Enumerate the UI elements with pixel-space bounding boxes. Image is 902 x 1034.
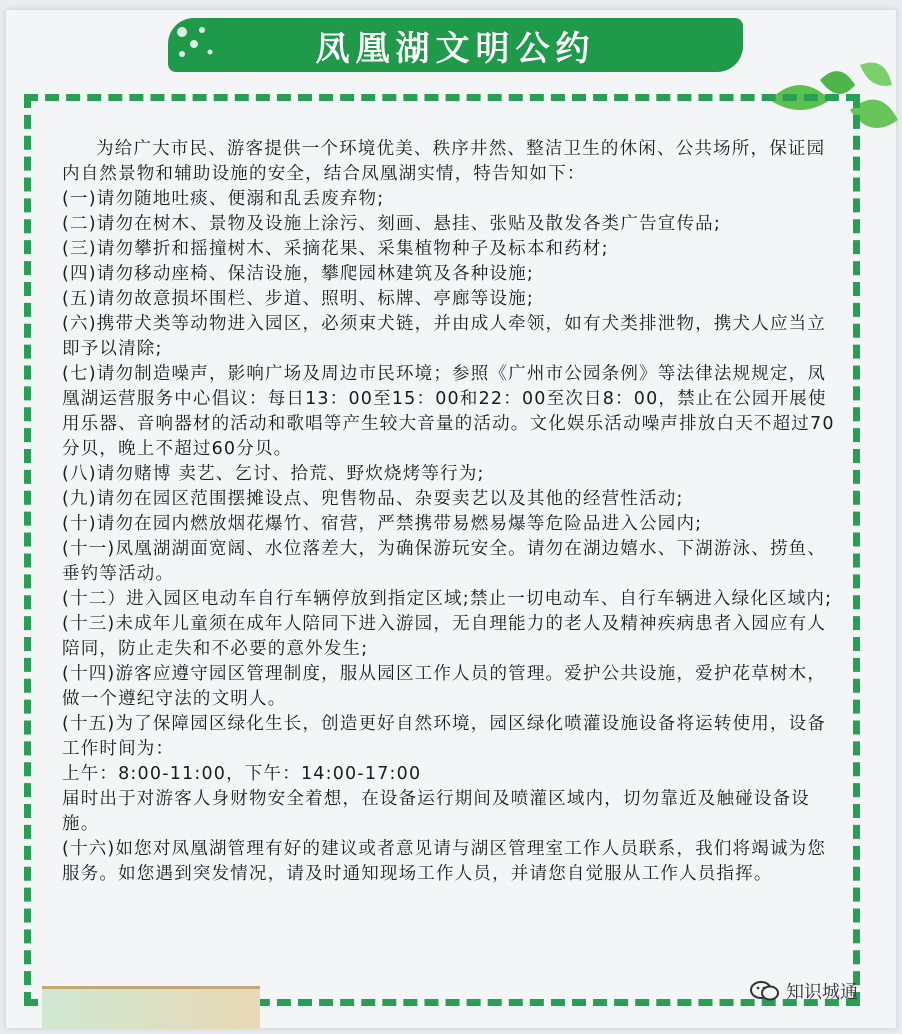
rule-item: (十五)为了保障园区绿化生长，创造更好自然环境，园区绿化喷灌设施设备将运转使用，设备工作时间为： — [62, 714, 827, 759]
wechat-icon — [750, 980, 780, 1002]
rule-item: (十)请勿在园内燃放烟花爆竹、宿营，严禁携带易燃易爆等危险品进入公园内; — [62, 514, 703, 534]
schedule-line: 上午：8:00-11:00，下午：14:00-17:00 — [62, 764, 422, 784]
rule-item: (八)请勿赌博 卖艺、乞讨、拾荒、野炊烧烤等行为; — [62, 464, 485, 484]
rule-item: (二)请勿在树木、景物及设施上涂污、刻画、悬挂、张贴及散发各类广告宣传品; — [62, 214, 721, 234]
rule-item: (一)请勿随地吐痰、便溺和乱丢废弃物; — [62, 189, 385, 209]
watermark — [750, 978, 858, 1004]
rule-item: 届时出于对游客人身财物安全着想，在设备运行期间及喷灌区域内，切勿靠近及触碰设备设施。 — [62, 789, 810, 834]
rule-item: (五)请勿故意损坏围栏、步道、照明、标牌、亭廊等设施; — [62, 289, 534, 309]
banner-dots-decoration — [172, 22, 232, 68]
rule-item: (六)携带犬类等动物进入园区，必须束犬链，并由成人牵领，如有犬类排泄物，携犬人应当立即予以清除; — [62, 314, 827, 359]
rule-item: (十一)凤凰湖湖面宽阔、水位落差大，为确保游玩安全。请勿在湖边嬉水、下湖游泳、捞鱼、垂钓等活动。 — [62, 539, 827, 584]
rule-item: (十四)游客应遵守园区管理制度，服从园区工作人员的管理。爱护公共设施，爱护花草树木，做一个遵纪守法的文明人。 — [62, 664, 827, 709]
rule-item: (四)请勿移动座椅、保洁设施，攀爬园林建筑及各种设施; — [62, 264, 534, 284]
intro-paragraph: 为给广大市民、游客提供一个环境优美、秩序井然、整洁卫生的休闲、公共场所，保证园内自然景物和辅助设施的安全，结合凤凰湖实情，特告知如下： — [62, 139, 826, 184]
rule-item: (十六)如您对凤凰湖管理有好的建议或者意见请与湖区管理室工作人员联系，我们将竭诚为您服务。如您遇到突发情况，请及时通知现场工作人员，并请您自觉服从工作人员指挥。 — [62, 839, 827, 884]
bottom-decoration — [42, 986, 260, 1029]
page-title: 凤凰湖文明公约 — [168, 18, 743, 72]
rule-item: (十三)未成年儿童须在成年人陪同下进入游园，无自理能力的老人及精神疾病患者入园应有人陪同，防止走失和不必要的意外发生; — [62, 614, 827, 659]
rule-item: (十二）进入园区电动车自行车辆停放到指定区域;禁止一切电动车、自行车辆进入绿化区域内; — [62, 589, 833, 609]
notice-content — [62, 137, 840, 887]
rule-item: (七)请勿制造噪声，影响广场及周边市民环境；参照《广州市公园条例》等法律法规规定，凤凰湖运营服务中心倡议：每日13：00至15：00和22：00至次日8：00，禁止在公园开展使用乐器、音响器材的活动和歌唱等产生较大音量的活动。文化娱乐活动噪声排放白天不超过70分贝，晚上不超过60分贝。 — [62, 364, 835, 459]
rule-item: (三)请勿攀折和摇撞树木、采摘花果、采集植物种子及标本和药材; — [62, 239, 609, 259]
watermark-text: 知识城通 — [786, 982, 858, 1003]
rule-item: (九)请勿在园区范围摆摊设点、兜售物品、杂耍卖艺以及其他的经营性活动; — [62, 489, 684, 509]
